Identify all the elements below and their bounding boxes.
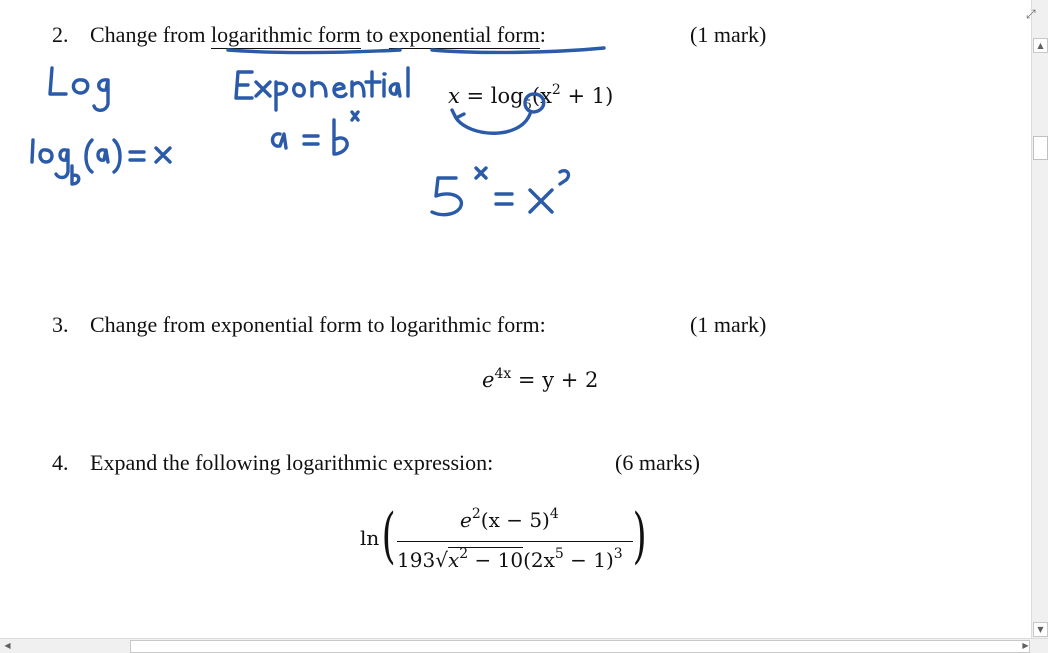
eq-lhs: x bbox=[448, 84, 460, 108]
num-e: e bbox=[460, 508, 472, 532]
den-tail-pow: 3 bbox=[613, 546, 623, 562]
eq-exp: 4x bbox=[494, 366, 512, 382]
ink-5x-eq-x2 bbox=[432, 168, 568, 215]
den-coef: 193 bbox=[397, 548, 436, 572]
fraction-numerator bbox=[460, 506, 559, 532]
question-text: Change from exponential form to logarithmic form: bbox=[90, 312, 546, 337]
eq-base: 5 bbox=[523, 98, 532, 113]
question-text: : bbox=[539, 22, 546, 47]
eq-rest: = y + 2 bbox=[511, 368, 599, 392]
scroll-down-icon[interactable]: ▼ bbox=[1033, 622, 1048, 637]
eq-ln: ln bbox=[360, 526, 380, 550]
vertical-scrollbar[interactable] bbox=[1031, 0, 1048, 638]
question-3-equation bbox=[482, 366, 598, 392]
question-2-marks: (1 mark) bbox=[690, 22, 767, 47]
eq-arg: (x bbox=[531, 84, 552, 108]
ink-log-b-a-x bbox=[32, 140, 170, 184]
den-root: √ bbox=[435, 548, 448, 572]
question-text: to bbox=[360, 22, 389, 47]
scroll-left-icon[interactable]: ◀ bbox=[4, 641, 11, 650]
question-text: Change from bbox=[90, 22, 211, 47]
ink-underline-logarithmic bbox=[228, 50, 400, 53]
left-paren: ( bbox=[381, 501, 396, 571]
question-number: 4. bbox=[52, 450, 69, 475]
term-logarithmic-form: logarithmic form bbox=[210, 22, 361, 47]
term-exponential-form: exponential form bbox=[388, 22, 540, 47]
num-body: (x − 5) bbox=[480, 508, 550, 532]
num-e-exp: 2 bbox=[471, 506, 481, 522]
question-2 bbox=[52, 22, 546, 48]
question-4-marks: (6 marks) bbox=[615, 450, 700, 475]
den-root-body: x bbox=[447, 548, 460, 572]
ink-word-log bbox=[50, 68, 108, 110]
eq-exp: 2 bbox=[551, 82, 561, 98]
question-2-equation bbox=[448, 82, 613, 113]
fraction-bar bbox=[397, 541, 633, 542]
fraction-denominator bbox=[397, 546, 623, 572]
scroll-up-icon[interactable]: ▲ bbox=[1033, 38, 1048, 53]
scroll-right-icon[interactable]: ▶ bbox=[1022, 641, 1029, 650]
question-number: 3. bbox=[52, 312, 69, 337]
den-tail: (2x bbox=[523, 548, 555, 572]
eq-log: = log bbox=[459, 84, 524, 108]
den-tail-rest: − 1) bbox=[563, 548, 614, 572]
question-number: 2. bbox=[52, 22, 69, 47]
ink-arrow bbox=[452, 110, 530, 133]
question-4 bbox=[52, 450, 493, 476]
ink-word-exponential bbox=[236, 68, 408, 110]
eq-rest: + 1) bbox=[560, 84, 614, 108]
ink-a-eq-b-x bbox=[273, 112, 359, 154]
right-paren: ) bbox=[632, 501, 647, 571]
den-root-exp: 2 bbox=[459, 546, 469, 562]
question-text: Expand the following logarithmic expression: bbox=[90, 450, 494, 475]
den-root-rest: − 10 bbox=[468, 548, 524, 572]
question-3-marks: (1 mark) bbox=[690, 312, 767, 337]
den-tail-exp: 5 bbox=[554, 546, 564, 562]
resize-icon[interactable]: ⤢ bbox=[1026, 7, 1036, 21]
horizontal-scroll-thumb[interactable] bbox=[130, 640, 1030, 653]
eq-base: e bbox=[482, 368, 495, 392]
question-3 bbox=[52, 312, 546, 338]
num-body-exp: 4 bbox=[549, 506, 559, 522]
vertical-scroll-thumb[interactable] bbox=[1033, 136, 1048, 160]
